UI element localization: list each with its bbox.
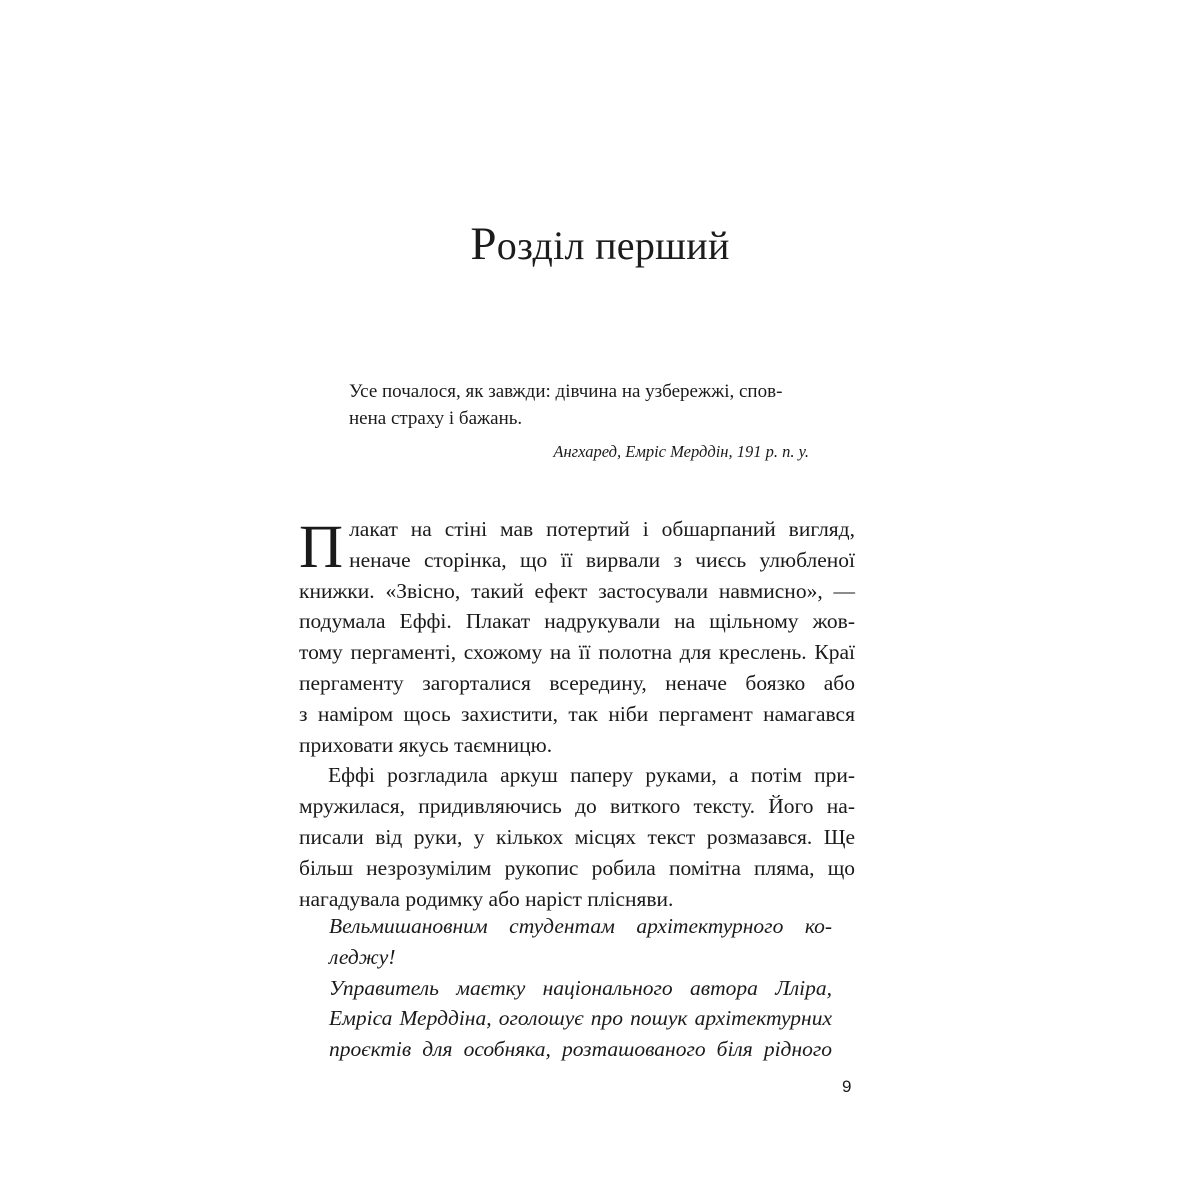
letter-line: Управитель маєтку національного автора Лліра, — [329, 975, 832, 1000]
letter-line: леджу! — [329, 944, 396, 969]
text-line: пергаменту загорталися всередину, неначе боязко або — [299, 670, 855, 695]
text-line: приховати якусь таємницю. — [299, 732, 553, 757]
chapter-title — [0, 214, 1200, 276]
epigraph-line: Усе почалося, як завжди: дівчина на узбережжі, спов- — [349, 381, 783, 402]
text-line: писали від руки, у кількох місцях текст розмазався. Ще — [299, 824, 855, 849]
text-line: книжки. «Звісно, такий ефект застосували навмисно», — — [299, 578, 855, 603]
letter-line: Вельмишановним студентам архітектурного ко- — [329, 914, 832, 938]
paragraph-2 — [299, 760, 855, 914]
text-line: мружилася, придивляючись до виткого тексту. Його на- — [299, 794, 855, 819]
text-line: подумала Еффі. Плакат надрукували на щільному жов- — [299, 609, 855, 634]
epigraph-line: нена страху і бажань. — [349, 408, 523, 429]
paragraph-1 — [299, 514, 855, 760]
letter-line: Емріса Мерддіна, оголошує про пошук архітектурних — [329, 1006, 832, 1031]
text-line: тому пергаменті, схожому на її полотна для креслень. Краї — [299, 640, 855, 665]
text-line: нагадувала родимку або наріст плісняви. — [299, 886, 674, 911]
letter-line: проєктів для особняка, розташованого біля рідного — [329, 1037, 832, 1062]
epigraph — [349, 378, 809, 461]
chapter-title-rest: озділ перший — [496, 223, 730, 268]
text-line: неначе сторінка, що її вирвали з чиєсь улюбленої — [349, 547, 855, 572]
body-text — [299, 514, 855, 914]
quoted-letter — [329, 911, 832, 1065]
page-number: 9 — [842, 1077, 852, 1096]
chapter-title-initial: Р — [470, 218, 497, 270]
text-line: Еффі розгладила аркуш паперу руками, а потім при- — [328, 763, 855, 788]
epigraph-attribution: Ангхаред, Емріс Мерддін, 191 р. п. у. — [553, 442, 809, 461]
text-line: лакат на стіні мав потертий і обшарпаний вигляд, — [349, 517, 855, 541]
drop-cap: П — [299, 514, 344, 581]
text-line: з наміром щось захистити, так ніби пергамент намагався — [299, 701, 855, 726]
text-line: більш незрозумілим рукопис робила помітна пляма, що — [299, 855, 855, 880]
